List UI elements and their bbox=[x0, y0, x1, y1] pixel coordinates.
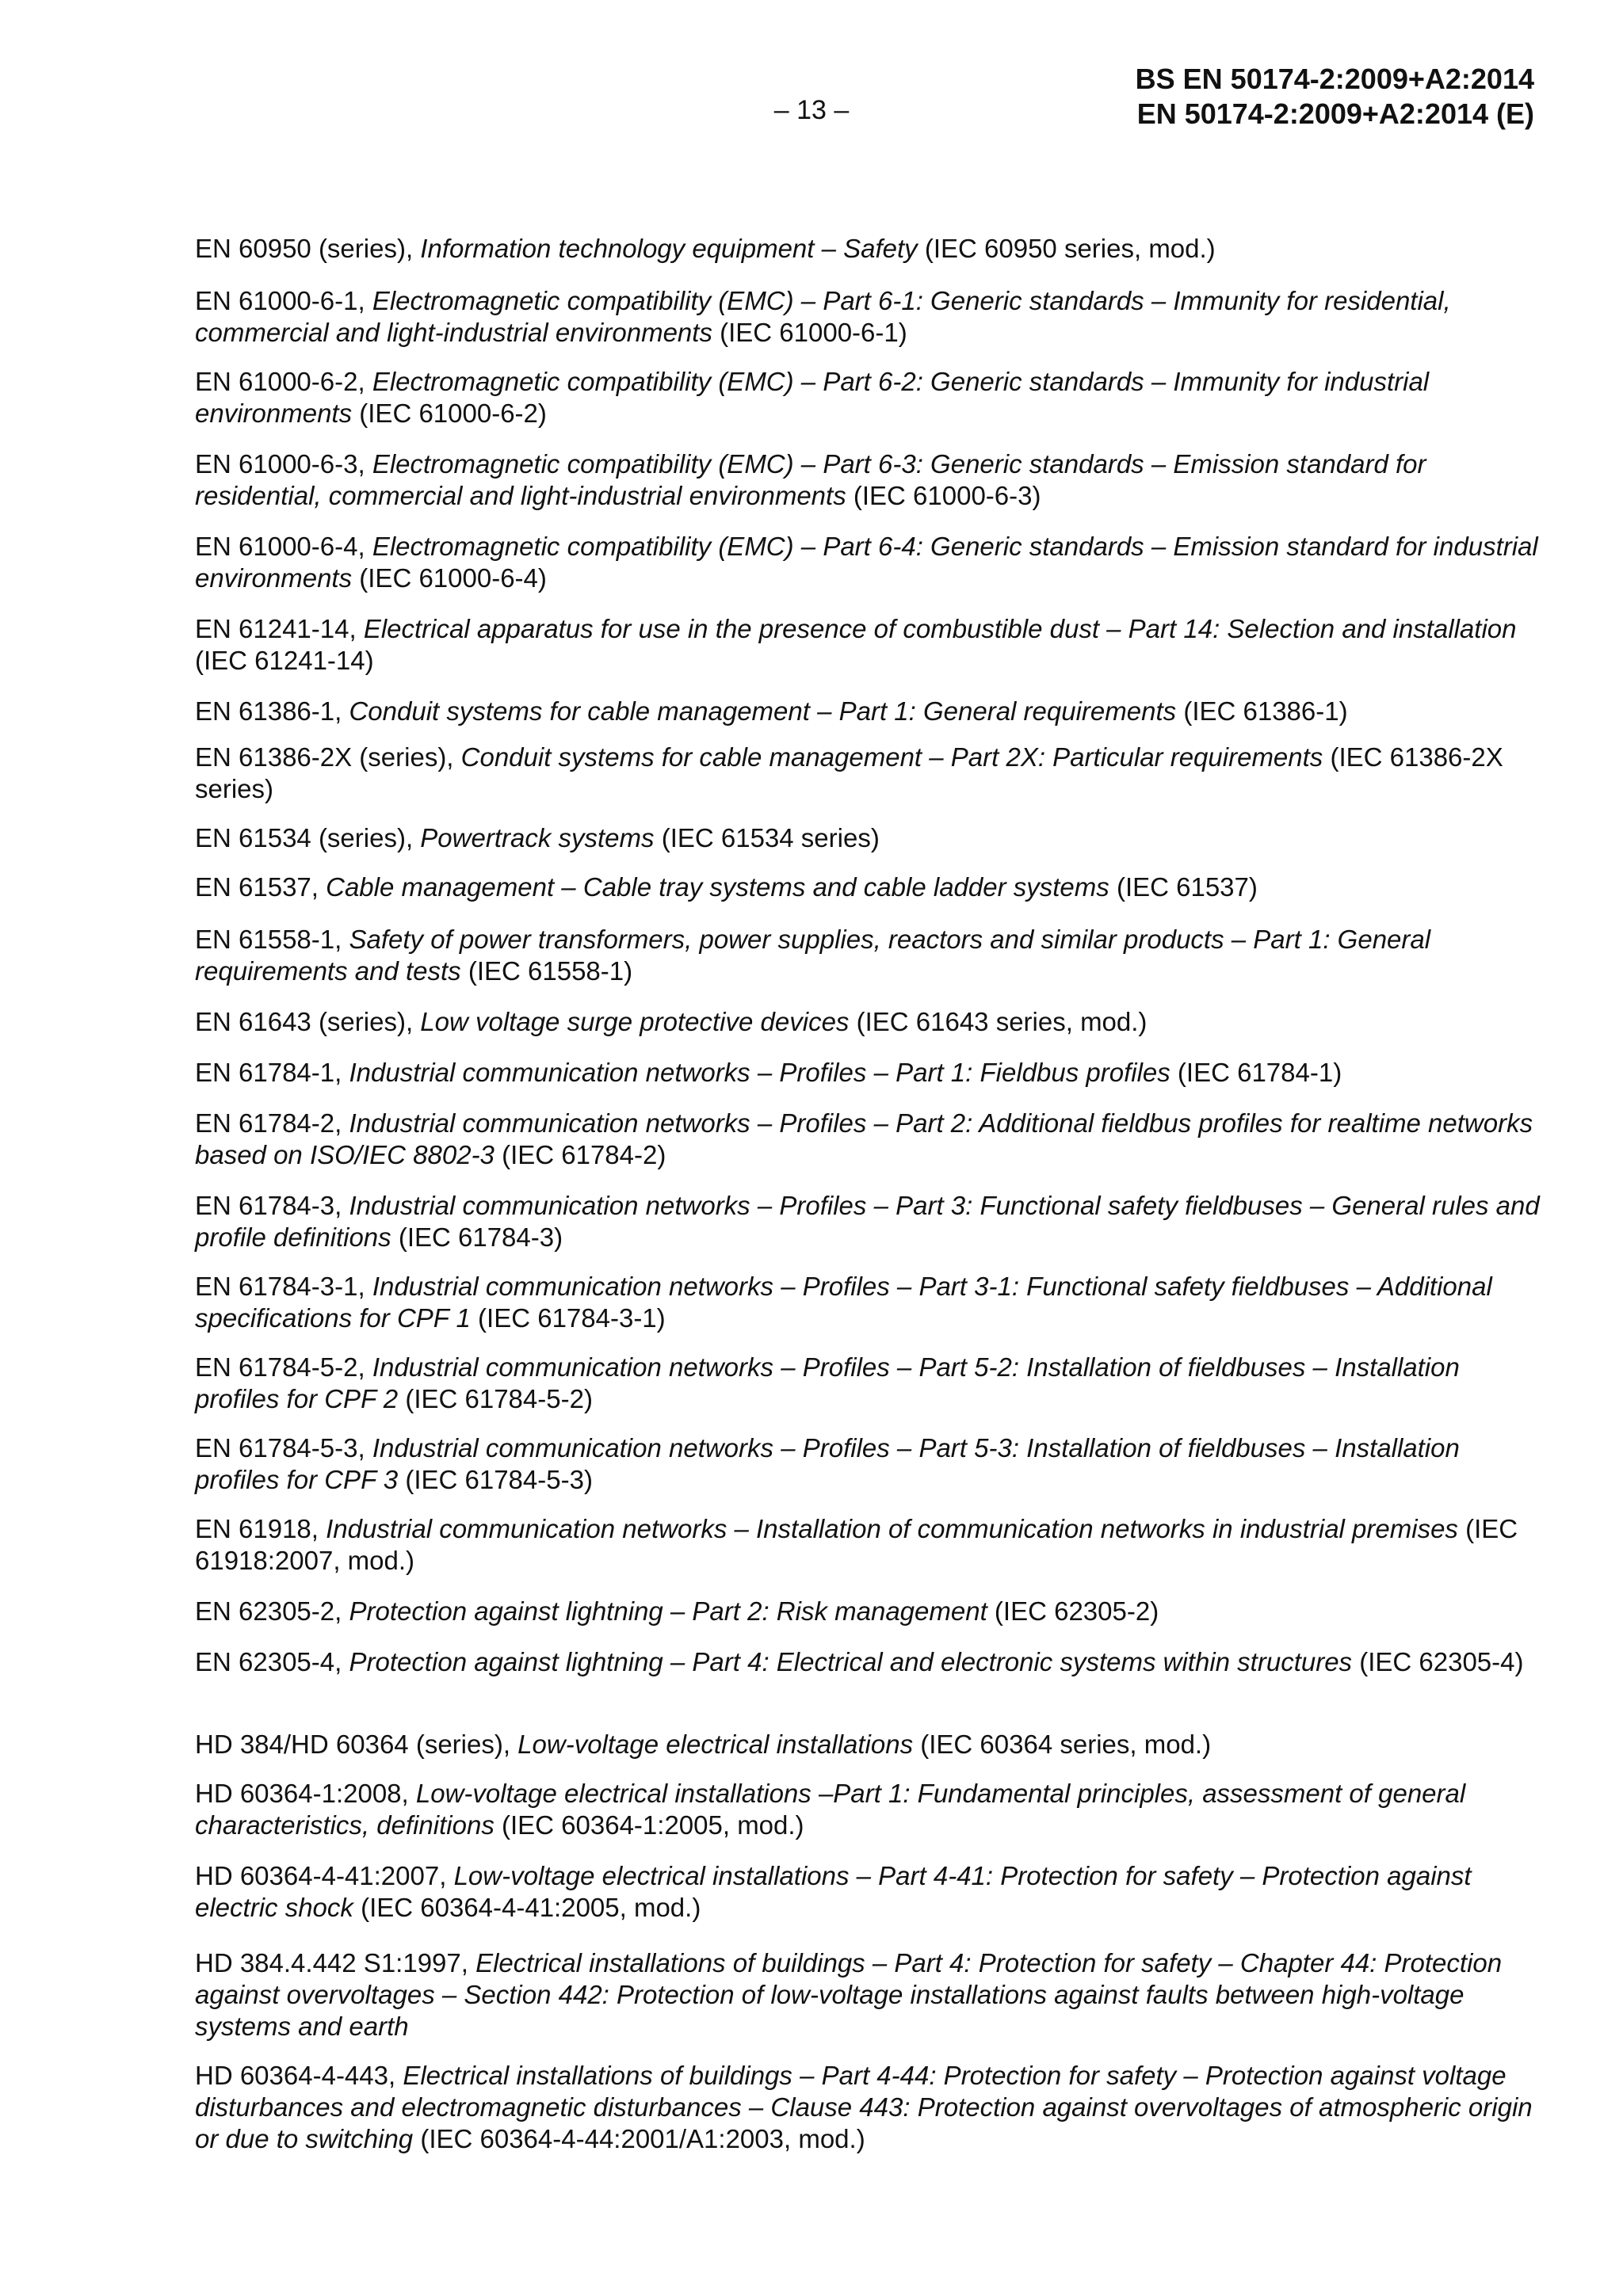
reference-code: EN 61000-6-3, bbox=[195, 449, 372, 479]
reference-title: Electrical apparatus for use in the presence of combustible dust – Part 14: Selection and installation bbox=[363, 614, 1517, 643]
reference-title: Cable management – Cable tray systems and cable ladder systems bbox=[326, 872, 1109, 902]
reference-iec: (IEC 61537) bbox=[1109, 872, 1258, 902]
reference-iec: (IEC 61000-6-1) bbox=[712, 318, 907, 347]
reference-iec: (IEC 60364 series, mod.) bbox=[913, 1730, 1212, 1759]
reference-title: Low-voltage electrical installations bbox=[517, 1730, 914, 1759]
reference-code: EN 61241-14, bbox=[195, 614, 364, 643]
reference-code: HD 60364-4-41:2007, bbox=[195, 1861, 454, 1890]
reference-title: Industrial communication networks – Profiles – Part 2: Additional fieldbus profiles for realtime networks based on ISO/IEC 8802-3 bbox=[195, 1108, 1533, 1169]
reference-title: Industrial communication networks – Installation of communication networks in industrial premises bbox=[326, 1514, 1458, 1543]
reference-title: Industrial communication networks – Profiles – Part 3: Functional safety fieldbuses – General rules and profile definitions bbox=[195, 1191, 1540, 1252]
reference-code: EN 61000-6-4, bbox=[195, 532, 372, 561]
reference-code: EN 61784-1, bbox=[195, 1058, 349, 1087]
reference-iec: (IEC 61784-1) bbox=[1170, 1058, 1342, 1087]
reference-title: Electromagnetic compatibility (EMC) – Part 6-4: Generic standards – Emission standard for industrial environments bbox=[195, 532, 1538, 593]
reference-code: EN 61784-3-1, bbox=[195, 1272, 372, 1301]
reference-entry bbox=[195, 1057, 1542, 1089]
reference-title: Safety of power transformers, power supplies, reactors and similar products – Part 1: General requirements and tests bbox=[195, 925, 1431, 986]
reference-iec: (IEC 61784-2) bbox=[494, 1140, 666, 1169]
reference-iec: (IEC 61241-14) bbox=[195, 646, 374, 675]
reference-iec: (IEC 61784-3-1) bbox=[470, 1303, 666, 1333]
reference-code: EN 61643 (series), bbox=[195, 1007, 421, 1036]
reference-code: EN 61000-6-2, bbox=[195, 367, 372, 396]
reference-entry bbox=[195, 1729, 1542, 1760]
reference-iec: (IEC 61000-6-4) bbox=[352, 563, 547, 593]
reference-code: EN 61784-5-2, bbox=[195, 1352, 372, 1382]
reference-iec: (IEC 61784-3) bbox=[391, 1222, 563, 1252]
reference-title: Information technology equipment – Safety bbox=[420, 234, 918, 263]
reference-iec: (IEC 61558-1) bbox=[460, 956, 633, 986]
reference-code: HD 60364-1:2008, bbox=[195, 1779, 416, 1808]
reference-code: HD 384.4.442 S1:1997, bbox=[195, 1948, 476, 1978]
reference-iec: (IEC 62305-2) bbox=[987, 1596, 1159, 1626]
reference-title: Industrial communication networks – Profiles – Part 3-1: Functional safety fieldbuses – Additional specifications for CPF 1 bbox=[195, 1272, 1492, 1333]
reference-entry bbox=[195, 366, 1542, 429]
reference-entry bbox=[195, 1271, 1542, 1334]
reference-iec: (IEC 60364-4-41:2005, mod.) bbox=[353, 1893, 701, 1922]
reference-iec: (IEC 61918:2007, mod.) bbox=[195, 1514, 1518, 1575]
standard-header bbox=[1136, 62, 1534, 132]
en-standard-code: EN 50174-2:2009+A2:2014 (E) bbox=[1136, 97, 1534, 130]
reference-code: HD 60364-4-443, bbox=[195, 2061, 403, 2090]
reference-entry bbox=[195, 1190, 1542, 1253]
reference-entry bbox=[195, 233, 1542, 265]
reference-title: Industrial communication networks – Profiles – Part 5-3: Installation of fieldbuses – Installation profiles for CPF 3 bbox=[195, 1433, 1460, 1494]
reference-code: EN 62305-2, bbox=[195, 1596, 349, 1626]
reference-title: Electromagnetic compatibility (EMC) – Part 6-2: Generic standards – Immunity for industrial environments bbox=[195, 367, 1430, 428]
reference-entry bbox=[195, 1860, 1542, 1924]
reference-iec: (IEC 61784-5-2) bbox=[398, 1384, 593, 1413]
reference-title: Conduit systems for cable management – Part 1: General requirements bbox=[349, 696, 1177, 726]
reference-entry bbox=[195, 1432, 1542, 1496]
reference-entry bbox=[195, 1778, 1542, 1841]
reference-entry bbox=[195, 1596, 1542, 1627]
reference-entry bbox=[195, 1352, 1542, 1415]
reference-entry bbox=[195, 871, 1542, 903]
reference-entry bbox=[195, 1006, 1542, 1038]
reference-iec: (IEC 61000-6-3) bbox=[846, 481, 1041, 510]
reference-iec: (IEC 60364-4-44:2001/A1:2003, mod.) bbox=[413, 2124, 865, 2153]
reference-entry bbox=[195, 613, 1542, 677]
reference-code: EN 61386-1, bbox=[195, 696, 349, 726]
reference-code: EN 60950 (series), bbox=[195, 234, 421, 263]
reference-entry bbox=[195, 1947, 1542, 2042]
reference-code: EN 61000-6-1, bbox=[195, 286, 372, 315]
reference-title: Industrial communication networks – Profiles – Part 5-2: Installation of fieldbuses – Installation profiles for CPF 2 bbox=[195, 1352, 1460, 1413]
reference-code: EN 62305-4, bbox=[195, 1647, 349, 1676]
reference-title: Electrical installations of buildings – Part 4-44: Protection for safety – Protection against voltage disturbances and electromagnetic disturbances – Clause 443: Protection against overvoltages of atmospheric origin or due to switching bbox=[195, 2061, 1533, 2153]
reference-entry bbox=[195, 696, 1542, 727]
reference-entry bbox=[195, 742, 1542, 805]
reference-entry bbox=[195, 924, 1542, 987]
reference-title: Electrical installations of buildings – Part 4: Protection for safety – Chapter 44: Protection against overvoltages – Section 442: Protection of low-voltage installations against faults between high-voltage systems and earth bbox=[195, 1948, 1503, 2041]
reference-title: Low-voltage electrical installations –Part 1: Fundamental principles, assessment of general characteristics, definitions bbox=[195, 1779, 1466, 1840]
bs-standard-code: BS EN 50174-2:2009+A2:2014 bbox=[1135, 63, 1534, 95]
reference-title: Electromagnetic compatibility (EMC) – Part 6-3: Generic standards – Emission standard for residential, commercial and light-industrial environments bbox=[195, 449, 1426, 510]
reference-entry bbox=[195, 1513, 1542, 1577]
reference-code: EN 61558-1, bbox=[195, 925, 349, 954]
reference-entry bbox=[195, 448, 1542, 512]
reference-code: EN 61534 (series), bbox=[195, 823, 421, 852]
reference-title: Protection against lightning – Part 2: Risk management bbox=[349, 1596, 987, 1626]
reference-iec: (IEC 61000-6-2) bbox=[352, 399, 547, 428]
reference-iec: (IEC 61534 series) bbox=[654, 823, 880, 852]
reference-title: Industrial communication networks – Profiles – Part 1: Fieldbus profiles bbox=[349, 1058, 1170, 1087]
reference-iec: (IEC 61643 series, mod.) bbox=[849, 1007, 1148, 1036]
reference-iec: (IEC 61386-1) bbox=[1176, 696, 1348, 726]
reference-title: Low voltage surge protective devices bbox=[420, 1007, 850, 1036]
reference-entry bbox=[195, 822, 1542, 854]
reference-title: Conduit systems for cable management – Part 2X: Particular requirements bbox=[460, 742, 1323, 772]
reference-title: Protection against lightning – Part 4: Electrical and electronic systems within structures bbox=[349, 1647, 1353, 1676]
reference-code: EN 61784-3, bbox=[195, 1191, 349, 1220]
reference-code: EN 61386-2X (series), bbox=[195, 742, 461, 772]
reference-entry bbox=[195, 1646, 1542, 1678]
reference-iec: (IEC 61784-5-3) bbox=[398, 1465, 593, 1494]
reference-code: HD 384/HD 60364 (series), bbox=[195, 1730, 518, 1759]
reference-iec: (IEC 60950 series, mod.) bbox=[917, 234, 1216, 263]
reference-iec: (IEC 61386-2X series) bbox=[195, 742, 1503, 803]
reference-code: EN 61918, bbox=[195, 1514, 327, 1543]
reference-code: EN 61784-2, bbox=[195, 1108, 349, 1138]
reference-entry bbox=[195, 531, 1542, 594]
reference-iec: (IEC 60364-1:2005, mod.) bbox=[494, 1810, 804, 1840]
reference-title: Powertrack systems bbox=[420, 823, 655, 852]
reference-iec: (IEC 62305-4) bbox=[1352, 1647, 1524, 1676]
reference-code: EN 61784-5-3, bbox=[195, 1433, 372, 1463]
reference-code: EN 61537, bbox=[195, 872, 327, 902]
reference-entry bbox=[195, 1108, 1542, 1171]
page-number: – 13 – bbox=[773, 95, 850, 125]
reference-title: Low-voltage electrical installations – Part 4-41: Protection for safety – Protection against electric shock bbox=[195, 1861, 1472, 1922]
reference-entry bbox=[195, 2060, 1542, 2155]
reference-entry bbox=[195, 285, 1542, 349]
reference-title: Electromagnetic compatibility (EMC) – Part 6-1: Generic standards – Immunity for residential, commercial and light-industrial environments bbox=[195, 286, 1451, 347]
